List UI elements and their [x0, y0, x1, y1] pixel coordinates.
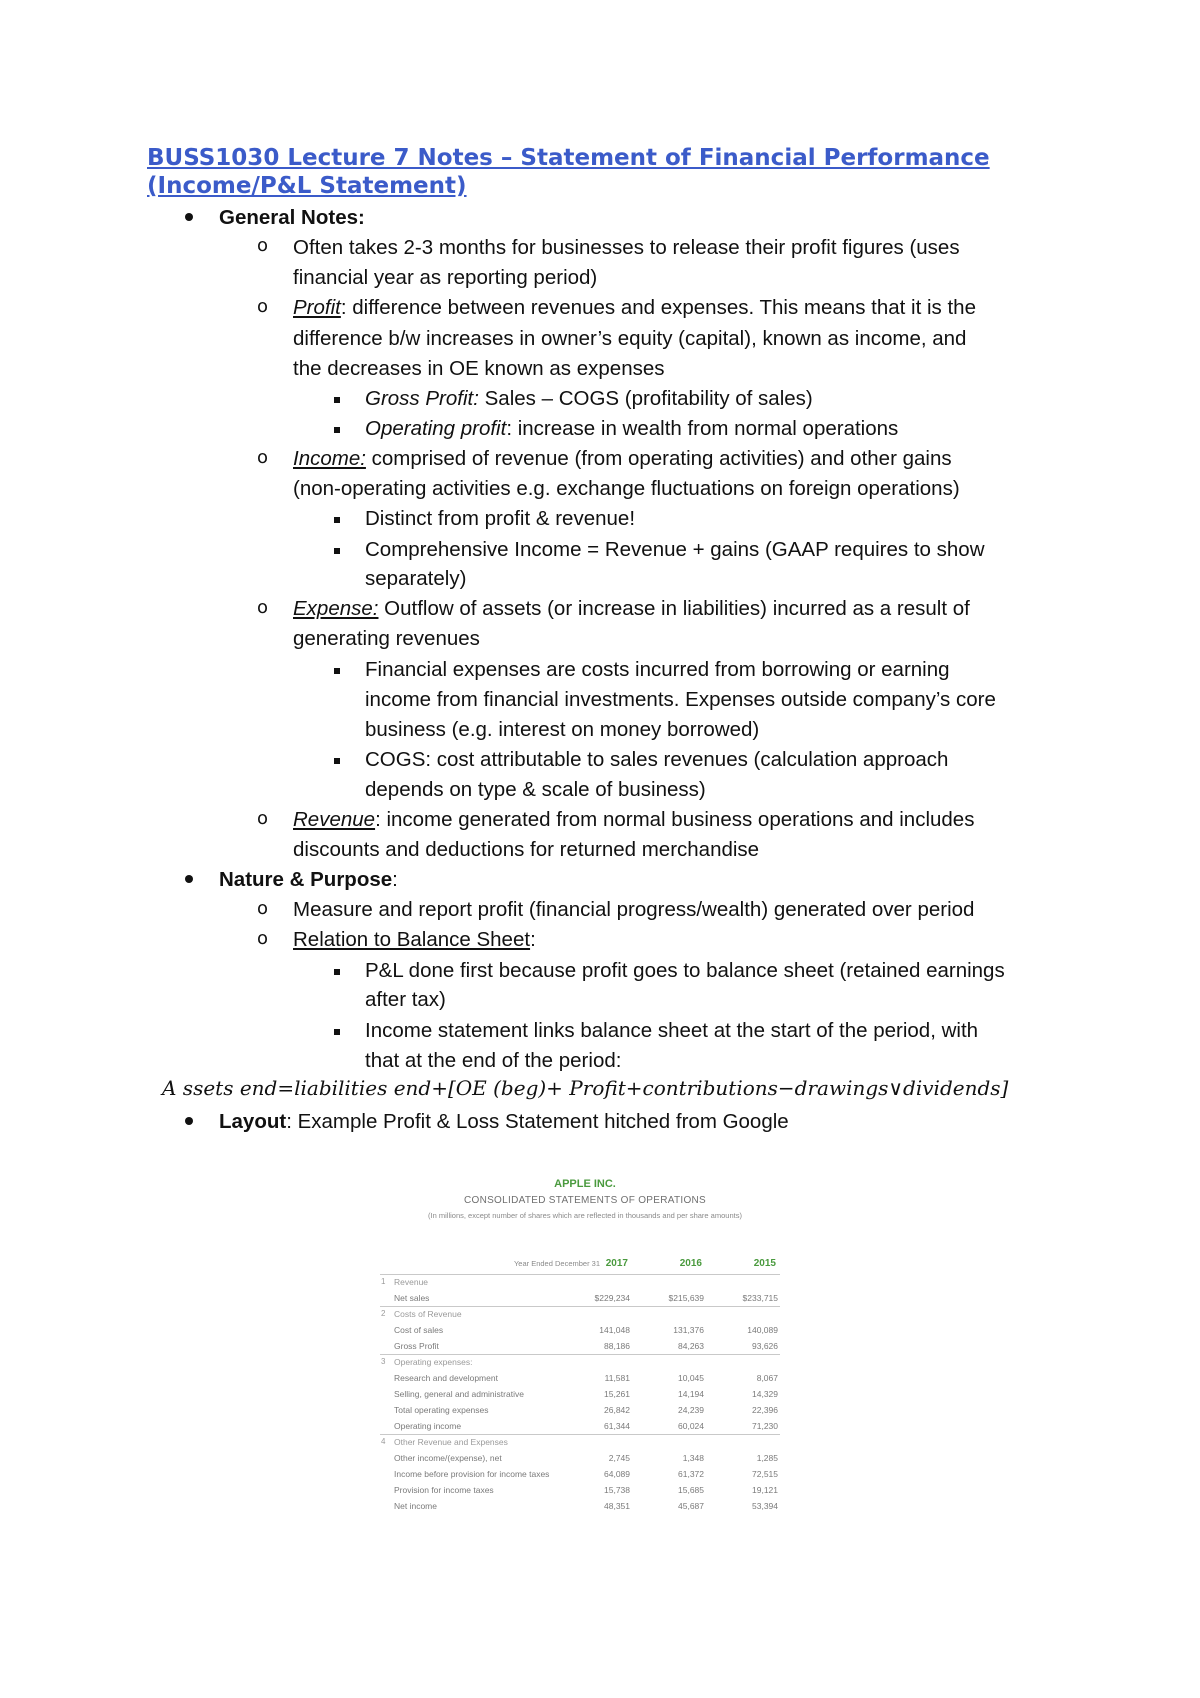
statement-row: [380, 1338, 790, 1354]
statement-value: 22,396: [752, 1405, 778, 1415]
operating-profit-line: [365, 417, 898, 441]
square-bullet-icon: [334, 758, 340, 764]
measure-line: Measure and report profit (financial progress/wealth) generated over period: [293, 898, 975, 921]
statement-value: 14,329: [752, 1389, 778, 1399]
statement-value: 8,067: [756, 1373, 778, 1383]
profit-line-3: the decreases in OE known as expenses: [293, 357, 665, 380]
statement-row: [380, 1370, 790, 1386]
statement-name: CONSOLIDATED STATEMENTS OF OPERATIONS: [463, 1195, 707, 1206]
circle-bullet-icon: o: [257, 296, 269, 317]
statement-section-row: [380, 1306, 790, 1322]
statement-value: $215,639: [668, 1293, 704, 1303]
statement-value: 72,515: [752, 1469, 778, 1479]
statement-value: 45,687: [678, 1501, 704, 1511]
statement-row-label: Other income/(expense), net: [394, 1453, 502, 1463]
statement-value: 84,263: [678, 1341, 704, 1351]
statement-value: 1,285: [756, 1453, 778, 1463]
statement-section-number: 2: [381, 1309, 386, 1318]
circle-bullet-icon: o: [257, 235, 269, 256]
statement-row-label: Net income: [394, 1501, 437, 1511]
statement-row-label: Net sales: [394, 1293, 430, 1303]
nature-heading: Nature & Purpose: [219, 868, 393, 891]
statement-row: [380, 1418, 790, 1434]
statement-value: $229,234: [594, 1293, 630, 1303]
statement-value: 1,348: [682, 1453, 704, 1463]
statement-section-row: [380, 1354, 790, 1370]
expense-term: Expense:: [293, 597, 379, 620]
statement-row-label: Other Revenue and Expenses: [394, 1437, 508, 1447]
statement-value: 2,745: [608, 1453, 630, 1463]
year-header: 2016: [679, 1258, 702, 1269]
statement-row: [380, 1482, 790, 1498]
statement-note: (In millions, except number of shares which are reflected in thousands and per share amounts): [428, 1211, 742, 1220]
statement-row: [380, 1322, 790, 1338]
layout-text: : Example Profit & Loss Statement hitched from Google: [286, 1110, 789, 1133]
income-line-1: [293, 447, 952, 471]
gross-profit-text: Sales – COGS (profitability of sales): [478, 387, 813, 410]
expense-text: Outflow of assets (or increase in liabilities) incurred as a result of: [378, 597, 970, 620]
statement-row-label: Revenue: [394, 1277, 429, 1287]
statement-divider: [380, 1306, 780, 1307]
statement-section-row: [380, 1274, 790, 1290]
nature-heading-line: [219, 868, 398, 892]
square-bullet-icon: [334, 397, 340, 403]
square-bullet-icon: [334, 969, 340, 975]
statement-value: 26,842: [604, 1405, 630, 1415]
expense-sub-1-line-1: Financial expenses are costs incurred from borrowing or earning: [365, 658, 950, 681]
statement-row-label: Provision for income taxes: [394, 1485, 494, 1495]
operating-profit-text: : increase in wealth from normal operations: [506, 417, 899, 440]
statement-value: 10,045: [678, 1373, 704, 1383]
income-sub-2-line-2: separately): [365, 567, 467, 590]
statement-row-label: Operating income: [394, 1421, 462, 1431]
statement-section-row: [380, 1434, 790, 1450]
statement-value: 71,230: [752, 1421, 778, 1431]
statement-value: 61,344: [604, 1421, 630, 1431]
general-notes-heading: General Notes:: [219, 206, 365, 229]
statement-company: APPLE INC.: [554, 1178, 616, 1190]
statement-row: [380, 1466, 790, 1482]
statement-value: 24,239: [678, 1405, 704, 1415]
apple-income-statement-image: [380, 1178, 790, 1518]
expense-sub-2-line-1: COGS: cost attributable to sales revenues (calculation approach: [365, 748, 949, 771]
statement-value: 14,194: [678, 1389, 704, 1399]
relation-line: [293, 928, 536, 952]
statement-row: [380, 1402, 790, 1418]
square-bullet-icon: [334, 427, 340, 433]
relation-sub-1-line-2: after tax): [365, 988, 446, 1011]
profit-line-2: difference b/w increases in owner’s equity (capital), known as income, and: [293, 327, 967, 350]
statement-value: 48,351: [604, 1501, 630, 1511]
layout-heading: Layout: [219, 1110, 287, 1133]
statement-divider: [380, 1434, 780, 1435]
statement-row-label: Cost of sales: [394, 1325, 444, 1335]
relation-term: Relation to Balance Sheet: [293, 928, 531, 951]
profit-line-1: [293, 296, 976, 320]
statement-section-number: 4: [381, 1437, 386, 1446]
statement-value: 15,685: [678, 1485, 704, 1495]
statement-row: [380, 1290, 790, 1306]
statement-row: [380, 1498, 790, 1514]
statement-divider: [380, 1274, 780, 1275]
statement-row-label: Gross Profit: [394, 1341, 439, 1351]
statement-row-label: Operating expenses:: [394, 1357, 473, 1367]
document-title: BUSS1030 Lecture 7 Notes – Statement of Financial Performance (Income/P&L Statement): [147, 145, 990, 199]
bullet-icon: [185, 213, 193, 221]
statement-value: 15,261: [604, 1389, 630, 1399]
bullet-icon: [185, 875, 193, 883]
square-bullet-icon: [334, 517, 340, 523]
statement-value: 19,121: [752, 1485, 778, 1495]
income-text: comprised of revenue (from operating activities) and other gains: [365, 447, 952, 470]
circle-bullet-icon: o: [257, 808, 269, 829]
statement-value: 88,186: [604, 1341, 630, 1351]
statement-value: 140,089: [747, 1325, 778, 1335]
nature-colon: :: [392, 868, 398, 891]
statement-row-label: Total operating expenses: [394, 1405, 489, 1415]
statement-value: 141,048: [599, 1325, 630, 1335]
statement-value: 61,372: [678, 1469, 704, 1479]
profit-term: Profit: [293, 296, 341, 319]
year-header: 2015: [753, 1258, 776, 1269]
statement-section-number: 1: [381, 1277, 386, 1286]
expense-line-1: [293, 597, 970, 621]
statement-row-label: Research and development: [394, 1373, 498, 1383]
statement-value: 15,738: [604, 1485, 630, 1495]
relation-sub-2-line-2: that at the end of the period:: [365, 1049, 622, 1072]
statement-year-label: Year Ended December 31: [513, 1259, 600, 1268]
relation-sub-1-line-1: P&L done first because profit goes to balance sheet (retained earnings: [365, 959, 1005, 982]
statement-value: $233,715: [742, 1293, 778, 1303]
statement-row: [380, 1386, 790, 1402]
square-bullet-icon: [334, 668, 340, 674]
statement-row-label: Costs of Revenue: [394, 1309, 462, 1319]
statement-value: 93,626: [752, 1341, 778, 1351]
note-release-line-1: Often takes 2-3 months for businesses to release their profit figures (uses: [293, 236, 960, 259]
balance-formula: A ssets end=liabilities end+[OE (beg)+ Profit+contributions−drawings∨dividends]: [162, 1076, 1009, 1100]
note-release-line-2: financial year as reporting period): [293, 266, 598, 289]
operating-profit-term: Operating profit: [365, 417, 507, 440]
expense-sub-1-line-3: business (e.g. interest on money borrowed): [365, 718, 760, 741]
income-term: Income:: [293, 447, 366, 470]
revenue-line-1: [293, 808, 974, 832]
revenue-text: : income generated from normal business operations and includes: [375, 808, 975, 831]
gross-profit-term: Gross Profit:: [365, 387, 479, 410]
statement-value: 11,581: [604, 1373, 630, 1383]
relation-colon: :: [530, 928, 536, 951]
statement-row-label: Selling, general and administrative: [394, 1389, 524, 1399]
circle-bullet-icon: o: [257, 928, 269, 949]
circle-bullet-icon: o: [257, 447, 269, 468]
layout-line: [219, 1110, 789, 1134]
square-bullet-icon: [334, 1029, 340, 1035]
statement-row: [380, 1450, 790, 1466]
year-header: 2017: [605, 1258, 628, 1269]
bullet-icon: [185, 1117, 193, 1125]
income-sub-1: Distinct from profit & revenue!: [365, 507, 636, 530]
expense-line-2: generating revenues: [293, 627, 480, 650]
gross-profit-line: [365, 387, 813, 411]
income-line-2: (non-operating activities e.g. exchange fluctuations on foreign operations): [293, 477, 960, 500]
statement-value: 64,089: [604, 1469, 630, 1479]
income-sub-2-line-1: Comprehensive Income = Revenue + gains (GAAP requires to show: [365, 538, 985, 561]
profit-text: : difference between revenues and expenses. This means that it is the: [340, 296, 976, 319]
statement-row-label: Income before provision for income taxes: [394, 1469, 550, 1479]
statement-divider: [380, 1354, 780, 1355]
circle-bullet-icon: o: [257, 597, 269, 618]
square-bullet-icon: [334, 548, 340, 554]
statement-value: 53,394: [752, 1501, 778, 1511]
statement-section-number: 3: [381, 1357, 386, 1366]
relation-sub-2-line-1: Income statement links balance sheet at the start of the period, with: [365, 1019, 979, 1042]
revenue-term: Revenue: [293, 808, 376, 831]
statement-value: 60,024: [678, 1421, 704, 1431]
expense-sub-2-line-2: depends on type & scale of business): [365, 778, 706, 801]
statement-value: 131,376: [673, 1325, 704, 1335]
revenue-line-2: discounts and deductions for returned merchandise: [293, 838, 760, 861]
expense-sub-1-line-2: income from financial investments. Expenses outside company’s core: [365, 688, 996, 711]
circle-bullet-icon: o: [257, 898, 269, 919]
